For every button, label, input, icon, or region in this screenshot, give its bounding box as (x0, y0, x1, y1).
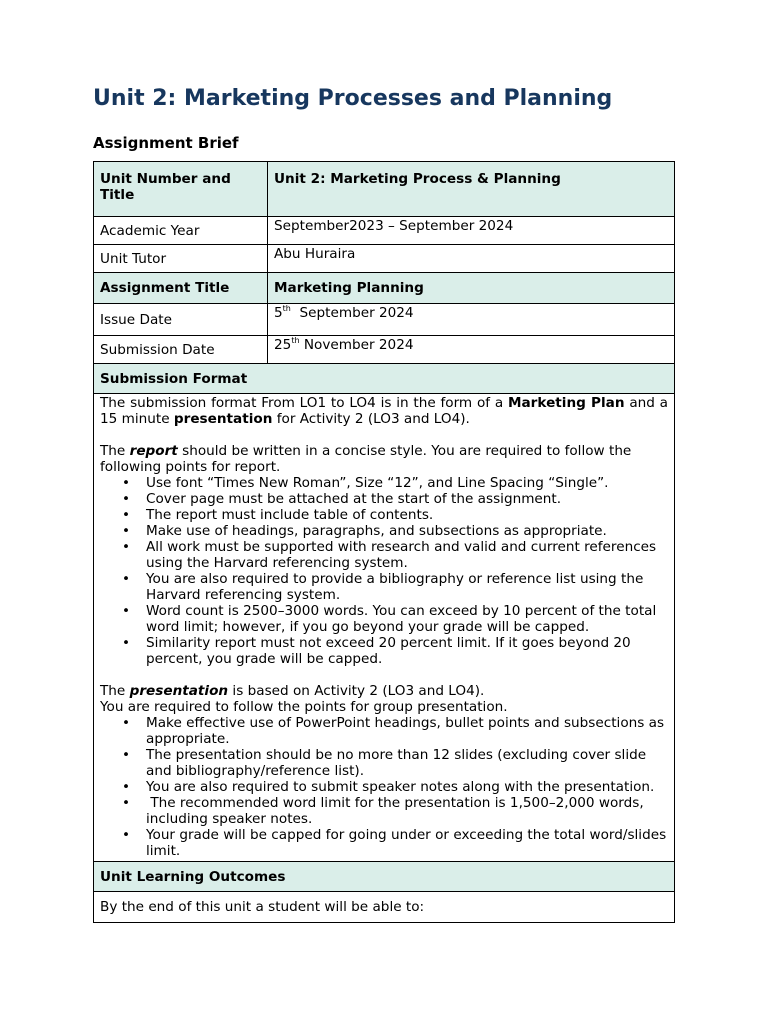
table-row (94, 892, 675, 923)
list-item-text: You are also required to provide a bibliography or reference list using the Harvard referencing system. (146, 571, 648, 603)
submission-date-label: Submission Date (94, 336, 268, 364)
learning-outcomes-intro: By the end of this unit a student will be able to: (94, 892, 675, 923)
unit-value: Unit 2: Marketing Process & Planning (268, 162, 675, 217)
submission-date-value (268, 336, 675, 364)
section-heading: Assignment Brief (93, 134, 239, 152)
list-item (100, 539, 668, 571)
list-item (100, 475, 668, 491)
issue-day-suffix: th (282, 304, 291, 313)
unit-label: Unit Number and Title (94, 162, 268, 217)
list-item (100, 491, 668, 507)
list-item-text: The presentation should be no more than 12 slides (excluding cover slide and bibliography/reference list). (146, 747, 651, 779)
bullet-icon: • (122, 795, 131, 811)
format-paragraph: The submission format From LO1 to LO4 is in the form of a Marketing Plan and a 15 minute presentation for Activity 2 (LO3 and LO4). (100, 395, 669, 427)
presentation-intro: You are required to follow the points for group presentation. (100, 699, 508, 715)
list-item (100, 779, 668, 795)
list-item (100, 523, 668, 539)
list-item (100, 571, 668, 603)
list-item (100, 603, 668, 635)
bullet-icon: • (122, 747, 131, 763)
list-item-text: Similarity report must not exceed 20 percent limit. If it goes beyond 20 percent, you grade will be capped. (146, 635, 636, 667)
list-item (100, 827, 671, 859)
bullet-icon: • (122, 635, 131, 651)
table-row (94, 273, 675, 304)
presentation-paragraph: The presentation is based on Activity 2 (LO3 and LO4). (100, 683, 485, 699)
list-item-text: Make effective use of PowerPoint headings, bullet points and subsections as appropriate. (146, 715, 669, 747)
table-row (94, 162, 675, 217)
list-item (100, 747, 668, 779)
table-row (94, 862, 675, 892)
bullet-icon: • (122, 827, 131, 843)
table-row (94, 394, 675, 862)
table-row (94, 336, 675, 364)
table-row (94, 217, 675, 245)
bullet-icon: • (122, 491, 131, 507)
learning-outcomes-heading: Unit Learning Outcomes (94, 862, 675, 892)
unit-tutor-value: Abu Huraira (268, 245, 675, 273)
submission-day-suffix: th (291, 336, 300, 345)
issue-date-value (268, 304, 675, 336)
submission-format-body (94, 394, 675, 862)
table-row (94, 364, 675, 394)
submission-month-year: November 2024 (299, 337, 414, 353)
list-item-text: The recommended word limit for the presentation is 1,500–2,000 words, including speaker notes. (146, 795, 649, 827)
presentation-points-list (100, 715, 671, 859)
bullet-icon: • (122, 539, 131, 555)
bullet-icon: • (122, 507, 131, 523)
assignment-brief-table (93, 161, 675, 923)
table-row (94, 245, 675, 273)
report-points-list (100, 475, 668, 667)
assignment-title-value: Marketing Planning (268, 273, 675, 304)
document-title: Unit 2: Marketing Processes and Planning (93, 86, 613, 111)
list-item-text: Cover page must be attached at the start of the assignment. (146, 491, 562, 507)
submission-format-heading: Submission Format (94, 364, 675, 394)
report-paragraph: The report should be written in a concise style. You are required to follow the following points for report. (100, 443, 632, 475)
list-item (100, 795, 668, 827)
assignment-title-label: Assignment Title (94, 273, 268, 304)
bullet-icon: • (122, 475, 131, 491)
list-item-text: Use font “Times New Roman”, Size “12”, and Line Spacing “Single”. (146, 475, 609, 491)
academic-year-label: Academic Year (94, 217, 268, 245)
unit-tutor-label: Unit Tutor (94, 245, 268, 273)
issue-month-year: September 2024 (290, 305, 414, 321)
bullet-icon: • (122, 603, 131, 619)
list-item (100, 507, 668, 523)
list-item-text: You are also required to submit speaker notes along with the presentation. (146, 779, 655, 795)
list-item-text: Your grade will be capped for going under or exceeding the total word/slides limit. (146, 827, 671, 859)
academic-year-value: September2023 – September 2024 (268, 217, 675, 245)
bullet-icon: • (122, 571, 131, 587)
bullet-icon: • (122, 715, 131, 731)
submission-day: 25 (274, 337, 292, 353)
table-row (94, 304, 675, 336)
list-item-text: Word count is 2500–3000 words. You can exceed by 10 percent of the total word limit; however, if you go beyond your grade will be capped. (146, 603, 661, 635)
list-item (100, 635, 668, 667)
list-item (100, 715, 668, 747)
issue-date-label: Issue Date (94, 304, 268, 336)
list-item-text: Make use of headings, paragraphs, and subsections as appropriate. (146, 523, 607, 539)
issue-day: 5 (274, 305, 283, 321)
bullet-icon: • (122, 523, 131, 539)
bullet-icon: • (122, 779, 131, 795)
list-item-text: All work must be supported with research and valid and current references using the Harvard referencing system. (146, 539, 661, 571)
list-item-text: The report must include table of contents. (146, 507, 434, 523)
